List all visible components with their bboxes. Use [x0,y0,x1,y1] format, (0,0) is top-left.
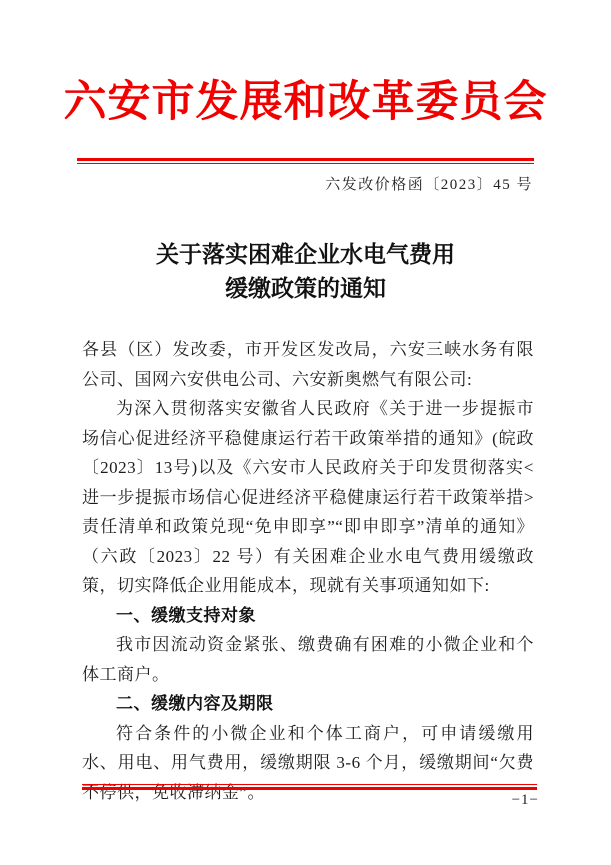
intro-paragraph: 为深入贯彻落实安徽省人民政府《关于进一步提振市场信心促进经济平稳健康运行若干政策举措的通知》(皖政 〔2023〕13号)以及《六安市人民政府关于印发贯彻落实<进一步提振市场信心促进经济平稳健康运行若干政策举措>责任清单和政策兑现“免申即享”“即申即享”清单的通知》（六政〔2023〕22 号）有关困难企业水电气费用缓缴政策，切实降低企业用能成本，现就有关事项通知如下: [82,399,534,595]
footer-red-divider [82,784,537,790]
page-number: −1− [511,792,539,808]
document-reference-number: 六发改价格函〔2023〕45 号 [325,177,533,193]
document-title-line2: 缓缴政策的通知 [225,276,386,301]
document-title-line1: 关于落实困难企业水电气费用 [156,242,455,267]
section-1-text: 我市因流动资金紧张、缴费确有困难的小微企业和个体工商户。 [82,635,534,684]
addressee-line: 各县（区）发改委，市开发区发改局，六安三峡水务有限公司、国网六安供电公司、六安新奥燃气有限公司: [82,340,534,389]
agency-name-header: 六安市发展和改革委员会 [63,79,548,126]
section-2-heading: 二、缓缴内容及期限 [116,694,274,713]
document-body [82,335,534,807]
document-title [0,238,611,306]
section-1-heading: 一、缓缴支持对象 [116,605,256,625]
header-red-divider [77,158,534,164]
section-2-text: 符合条件的小微企业和个体工商户，可申请缓缴用水、用电、用气费用，缓缴期限 3-6 个月，缓缴期间“欠费不停供，免收滞纳金”。 [82,723,534,802]
